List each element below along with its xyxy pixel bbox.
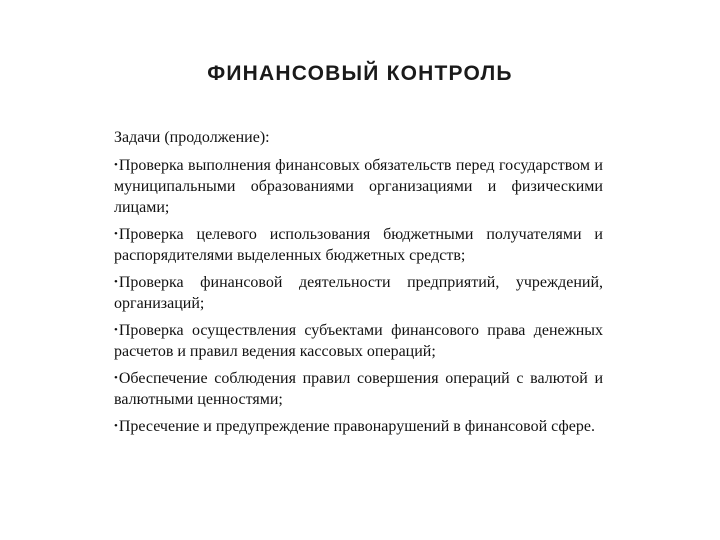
list-item <box>114 155 603 218</box>
bullet-marker: • <box>114 324 118 336</box>
list-item <box>114 272 603 314</box>
list-item <box>114 224 603 266</box>
slide-body <box>114 127 603 443</box>
bullet-marker: • <box>114 276 118 288</box>
list-item <box>114 416 603 437</box>
bullet-marker: • <box>114 420 118 432</box>
list-item <box>114 320 603 362</box>
list-item-text: Обеспечение соблюдения правил совершения операций с валютой и валютными ценностями; <box>114 370 603 408</box>
list-item-text: Проверка осуществления субъектами финансового права денежных расчетов и правил ведения кассовых операций; <box>114 322 603 360</box>
list-item-text: Проверка целевого использования бюджетными получателями и распорядителями выделенных бюджетных средств; <box>114 226 603 264</box>
list-item-text: Проверка финансовой деятельности предприятий, учреждений, организаций; <box>114 274 603 312</box>
tasks-intro: Задачи (продолжение): <box>114 129 270 146</box>
slide-title: ФИНАНСОВЫЙ КОНТРОЛЬ <box>207 62 513 85</box>
list-item-text: Пресечение и предупреждение правонарушений в финансовой сфере. <box>118 418 595 435</box>
bullet-marker: • <box>114 159 118 171</box>
list-item <box>114 368 603 410</box>
task-list <box>114 155 603 437</box>
bullet-marker: • <box>114 228 118 240</box>
bullet-marker: • <box>114 372 118 384</box>
list-item-text: Проверка выполнения финансовых обязательств перед государством и муниципальными образованиями организациями и физическими лицами; <box>114 157 603 216</box>
